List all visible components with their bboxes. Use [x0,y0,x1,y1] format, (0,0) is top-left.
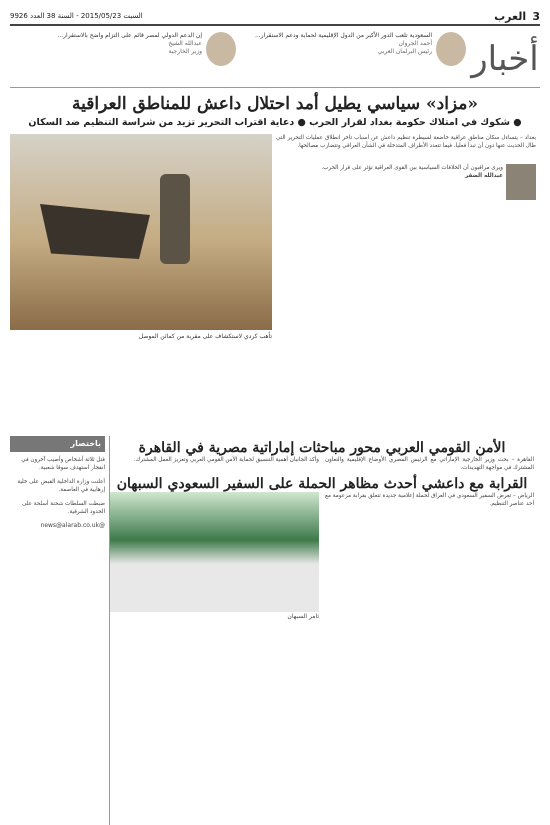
brief-item: قتل ثلاثة أشخاص وأصيب آخرون في انفجار استهدف سوقا شعبية. [21,456,105,471]
quote-name: أحمد الجروان [398,40,432,48]
soldier-figure [160,174,190,264]
sidebar-email: @news@alarab.co.uk [40,522,105,530]
camouflage-net-shape [40,204,150,259]
story-columns [110,456,534,472]
top-bar [10,8,540,26]
photo-column [10,134,272,432]
lower-main [110,436,540,825]
main-photo [10,134,272,340]
second-headline: الأمن القومي العربي محور مباحثات إماراتية مصرية في القاهرة [138,440,506,456]
lead-text: بغداد – يتساءل سكان مناطق عراقية خاضعة لسيطرة تنظيم داعش عن أسباب تأخر انطلاق عمليات التحرير التي طال الحديث عنها دون أن تبدأ فعليا، فيما تتعدد الأطراف المتدخلة في الشأن العراقي وتتضارب مصالحها. [276,135,536,150]
story-column: وأكد الجانبان أهمية التنسيق لحماية الأمن القومي العربي وتعزيز العمل المشترك. [133,457,319,463]
quote-text: السعودية تلعب الدور الأكبر من الدول الإقليمية لحماية ودعم الاستقرار... [254,32,432,39]
quote-role: رئيس البرلمان العربي [377,48,432,56]
photo-caption: ثامر السبهان [287,612,319,620]
briefs-sidebar [10,436,110,825]
masthead-brand: العرب [494,9,527,23]
date-line: السبت 2015/05/23 - السنة 38 العدد 9926 [10,12,143,20]
third-headline: القرابة مع داعشي أحدث مظاهر الحملة على السفير السعودي السبهان [116,476,528,493]
story-column: القاهرة – بحث وزير الخارجية الإماراتي مع الرئيس المصري الأوضاع الإقليمية والتعاون المشترك في مواجهة التهديدات. [325,457,534,472]
story-column: الرياض – تعرض السفير السعودي في العراق لحملة إعلامية جديدة تتعلق بقرابة مزعومة مع أحد عناصر التنظيم. [325,493,534,508]
lead-column [272,134,540,432]
inline-quote-box [276,164,536,200]
main-headline: «مزاد» سياسي يطيل أمد احتلال داعش للمناطق العراقية [71,94,479,114]
quote-box-2 [10,30,240,87]
brief-item: ضبطت السلطات شحنة أسلحة على الحدود الشرقية. [22,501,105,516]
main-story [10,134,540,432]
photo-caption: تأهب كردي لاستكشاف على مقربة من كمائن الموصل [138,333,272,340]
portrait-image [506,164,536,200]
story-columns [110,492,534,620]
ambassador-photo [110,492,319,620]
box-text: ويرى مراقبون أن الخلافات السياسية بين القوى العراقية تؤثر على قرار الحرب. [321,165,503,172]
brief-item: أعلنت وزارة الداخلية القبض على خلية إرهابية في العاصمة. [17,478,105,493]
quote-box-1 [240,30,470,87]
quote-text: إن الدعم الدولي لمصر قائم على التزام واضح بالاستقرار... [57,32,202,39]
header-row [10,30,540,88]
quote-role: وزير الخارجية [168,48,202,56]
box-name: عبدالله الصقر [464,173,503,180]
portrait-image [436,32,466,66]
section-title: أخبار [471,39,539,79]
page-number: 3 [532,9,540,23]
quote-name: عبدالله الشيخ [168,40,202,48]
subheadline: ● شكوك في امتلاك حكومة بغداد لقرار الحرب ● دعاية اقتراب التحرير تزيد من شراسة التنظيم ضد السكان [28,117,522,128]
portrait-image [206,32,236,66]
lower-section [10,436,540,825]
sidebar-title: باختصار [10,436,105,452]
